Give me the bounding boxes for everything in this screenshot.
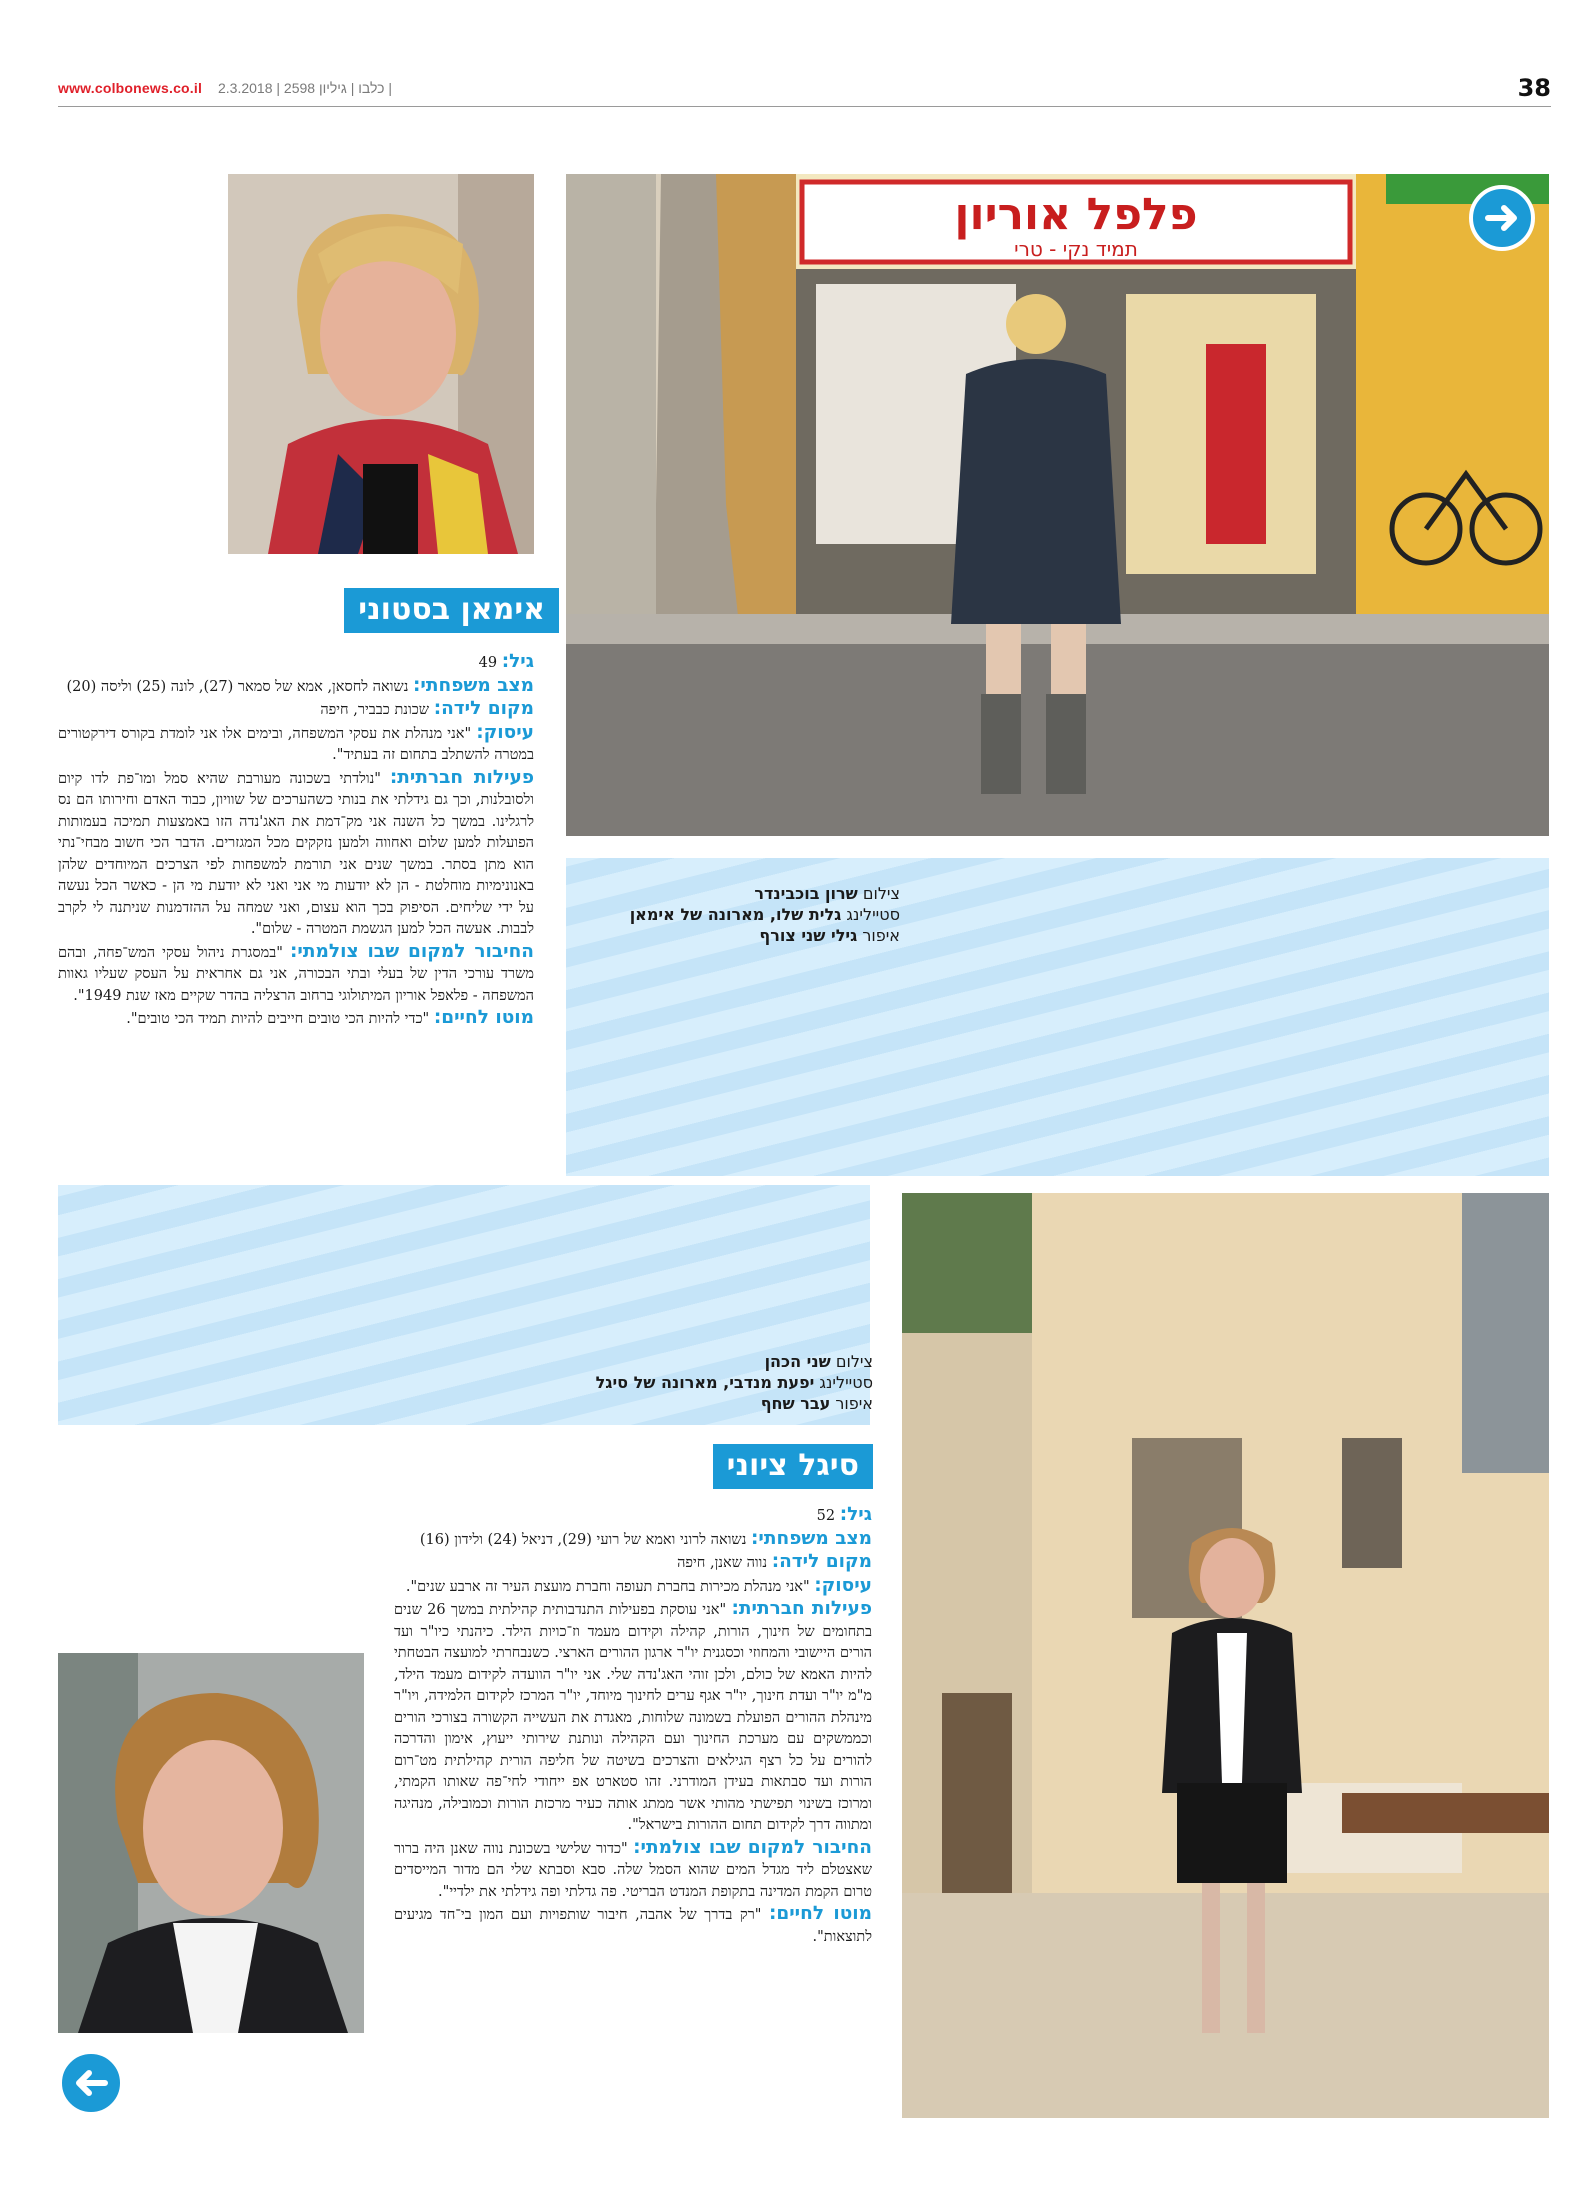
field-place-connection xyxy=(58,941,534,1008)
main-photo-2 xyxy=(902,1193,1549,2118)
credit-role: צילום xyxy=(862,884,900,903)
field-value: נשואה לחסאן, אמא של סמאר (27), לונה (25) וליסה (20) xyxy=(66,678,409,695)
credit-role: צילום xyxy=(835,1352,873,1371)
credit-person: גילי שני צורף xyxy=(759,926,858,945)
field-age xyxy=(394,1504,872,1528)
profile-1-text xyxy=(58,651,534,1031)
field-place-connection xyxy=(394,1837,872,1904)
field-value: נווה שאנן, חיפה xyxy=(677,1555,768,1571)
field-label: מוטו לחיים: xyxy=(433,1007,534,1028)
field-label: גיל: xyxy=(839,1504,872,1525)
credit-person: יפעת מנדבי, מארונה של סיגל xyxy=(595,1373,815,1392)
field-value: "נולדתי בשכונה מעורבת שהיא סמל ומו־פת לדו קיום ולסובלנות, וכך גם גידלתי את בנותי כשהערכים של שוויון, כבוד האדם וחירותו הם נס לרגלינו. במשך כל השנה אני מק־דמת את האג'נדה הזו באמצעות תמיכה בעמותות הפועלות למען שלום ואחווה ולמען נזקקים מכל המגזרים. הדבר הכי חשוב מבחי־נתי הוא מתן בסתר. במשך שנים אני תורמת למשפחות לפי הצרכים המיוחדים שלהן באנונימיות מוחלטת - הן לא יודעות מי אני ואני לא יודעת מי הן - כאשר הכל נעשה על ידי שליחים. הסיפוק בכך הוא עצום, ואני שמחה על ההזדמנות שניתנה לי לקרב לבבות. אעשה הכל למען הגשמת המטרה - שלום". xyxy=(58,770,534,937)
arrow-right-icon xyxy=(1482,198,1522,238)
field-occupation xyxy=(394,1575,872,1599)
credit-person: שני הכהן xyxy=(764,1352,831,1371)
credit-makeup xyxy=(493,1393,873,1414)
field-label: החיבור למקום שבו צולמתי: xyxy=(633,1836,872,1858)
field-motto xyxy=(58,1007,534,1031)
arrow-left-icon xyxy=(71,2063,111,2103)
previous-page-arrow[interactable] xyxy=(58,2050,124,2116)
credit-styling xyxy=(560,904,900,925)
field-label: מצב משפחתי: xyxy=(413,674,534,696)
field-value: "אני מנהלת מכירות בחברת תעופה וחברת מועצת העיר זה ארבע שנים". xyxy=(405,1578,810,1595)
field-label: עיסוק: xyxy=(814,1574,872,1596)
credit-photo xyxy=(560,883,900,904)
field-social-activity xyxy=(58,767,534,941)
credit-person: שרון בוכבינדר xyxy=(754,884,858,903)
portrait-photo-2 xyxy=(58,1653,364,2033)
profile-2-credits xyxy=(493,1351,873,1414)
credit-person: גלית שלו, מארונה של אימאן xyxy=(629,905,842,924)
field-age xyxy=(58,651,534,675)
field-value: שכונת כבביר, חיפה xyxy=(320,702,430,718)
field-label: מצב משפחתי: xyxy=(751,1527,872,1549)
field-value: "במסגרת ניהול עסקי המש־פחה, ובהם משרד עורכי הדין של בעלי ובתי הבכורה, אני גם אחראית על העסק שעליו גאוות המשפחה - פלאפל אוריון המיתולוגי ברחוב הרצליה בהדר שקיים מאז שנת 1949". xyxy=(58,944,534,1004)
field-value: "כדור שלישי בשכונת נווה שאנן היה ברור שאצטלם ליד מגדל המים שהוא הסמל שלה. סבא וסבתא שלי הם מדור המייסדים טרום הקמת המדינה בתקופת המנדט הבריטי. פה גדלתי ופה גידלתי את ילדיי". xyxy=(394,1840,872,1900)
field-label: גיל: xyxy=(501,651,534,672)
field-value: "אני מנהלת את עסקי המשפחה, ובימים אלו אני לומדת בקורס דירקטורים במטרה להשתלב בתחום זה בעתיד". xyxy=(58,725,534,763)
credit-role: סטיילינג xyxy=(819,1373,873,1392)
profile-2-text xyxy=(394,1504,872,1948)
field-birthplace xyxy=(58,698,534,722)
header-divider xyxy=(58,106,1551,107)
field-value: 52 xyxy=(816,1508,836,1524)
credit-photo xyxy=(493,1351,873,1372)
field-value: "רק בדרך של אהבה, חיבור שותפויות ועם המון בי־חד מגיעים לתוצאות". xyxy=(394,1907,872,1945)
field-occupation xyxy=(58,722,534,767)
field-social-activity xyxy=(394,1598,872,1837)
credit-role: איפור xyxy=(862,926,900,945)
next-page-arrow[interactable] xyxy=(1469,185,1535,251)
portrait-photo-1 xyxy=(228,174,534,554)
profile-1-credits xyxy=(560,883,900,946)
credit-person: עבר שחף xyxy=(760,1394,831,1413)
field-label: מקום לידה: xyxy=(433,698,534,719)
field-value: "כדי להיות הכי טובים חייבים להיות תמיד הכי טובים". xyxy=(126,1011,430,1027)
site-url[interactable]: www.colbonews.co.il xyxy=(58,80,203,96)
credit-styling xyxy=(493,1372,873,1393)
field-label: החיבור למקום שבו צולמתי: xyxy=(290,940,535,962)
field-birthplace xyxy=(394,1551,872,1575)
profile-2-name: סיגל ציוני xyxy=(713,1444,873,1489)
sign-text: פלפל אוריון xyxy=(954,189,1198,240)
field-label: מוטו לחיים: xyxy=(768,1903,873,1924)
field-family xyxy=(58,675,534,699)
field-family xyxy=(394,1528,872,1552)
credit-makeup xyxy=(560,925,900,946)
field-motto xyxy=(394,1903,872,1948)
profile-1-name: אימאן בסטוני xyxy=(344,588,559,633)
field-label: פעילות חברתית: xyxy=(389,766,534,788)
sign-subtext: תמיד נקי - טרי xyxy=(1014,237,1138,261)
field-value: "אני עוסקת בפעילות התנדבותית קהילתית במשך 26 שנים בתחומים של חינוך, הורות, קהילה וקידום מעמד וז־כויות הילד. כיהנתי כיו"ר ועד הורים היישובי והמחוזי וכסגנית יו"ר ארגון ההורים הארצי. כשנבחרתי למועצה הבטחתי להיות האמא של כולם, ולכן זוהי האג'נדה שלי. אני יו"ר הוועדה לקידום מעמד הילד, מ"מ יו"ר ועדת חינוך, יו"ר אגף ערים לחינוך מיוחד, יו"ר המרכז לקידום הלמידה, ויו"ר מינהלת ההורים הפועלת בשמונה שלוחות, מאגדת את העשייה הקשורה בצורכי הורים וכממשקים עם מערכת החינוך ועם הקהילה ונותנת שירותי ייעוץ, אימון והדרכה להורים על כל רצף הגילאים והצרכים בשיטה של חליפה הורית קהילתית מט־רום הורות ועד סבתאות בעידן המודרני. זהו סטארט אפ ייחודי לחי־פה שאותו הקמתי, ומרוכז בשינוי תפישתי מהותי אשר ממתג אותה כעיר מרכזת הורות וכמובילה, מנהיגה ומתווה דרך לקידום תחום ההורות בישראל". xyxy=(394,1602,872,1833)
field-value: נשואה לרוני ואמא של רועי (29), דניאל (24) ולידון (16) xyxy=(419,1531,747,1548)
field-label: מקום לידה: xyxy=(771,1551,872,1572)
credit-role: סטיילינג xyxy=(846,905,900,924)
main-photo-1 xyxy=(566,174,1549,836)
field-value: 49 xyxy=(478,655,498,671)
field-label: פעילות חברתית: xyxy=(731,1598,872,1619)
page-number: 38 xyxy=(1517,74,1551,102)
credit-role: איפור xyxy=(835,1394,873,1413)
issue-info: | כלבו | גיליון 2598 | 2.3.2018 xyxy=(218,80,393,96)
field-label: עיסוק: xyxy=(476,721,534,743)
